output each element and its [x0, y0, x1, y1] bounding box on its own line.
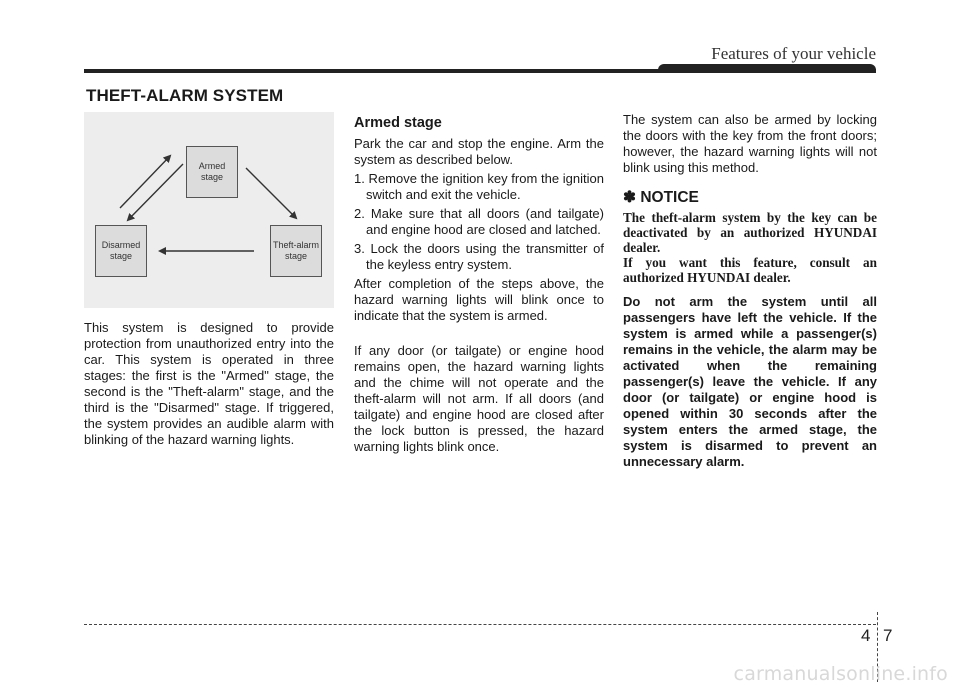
arming-step: 3. Lock the doors using the transmitter of the keyless entry system. — [354, 241, 604, 272]
notice-heading — [623, 188, 877, 208]
notice-asterisk-icon: ✽ — [623, 189, 636, 206]
arming-step: 1. Remove the ignition key from the ignition switch and exit the vehicle. — [354, 171, 604, 202]
passenger-warning-text: Do not arm the system until all passengers have left the vehicle. If the system is armed while a passenger(s) remains in the vehicle, the alarm may be activated when the remaining passenger(s) leave the vehicle. If any door (or tailgate) or engine hood is opened within 30 seconds after the system enters the armed stage, the system is disarmed to prevent an unnecessary alarm. — [623, 294, 877, 469]
column-1 — [84, 112, 334, 457]
arrow-disarmed-to-armed — [120, 156, 170, 208]
disarmed-label-line2: stage — [109, 251, 132, 261]
alarm-stages-diagram — [84, 112, 334, 308]
column-3 — [623, 112, 877, 470]
armed-label-line1: Armed — [198, 161, 226, 171]
column-2 — [354, 112, 604, 464]
key-lock-text: The system can also be armed by locking the doors with the key from the front doors; however, the hazard warning lights will not blink using this method. — [623, 112, 877, 175]
disarmed-label-line1: Disarmed — [101, 240, 141, 250]
theft-label-line2: stage — [284, 251, 307, 261]
disarmed-stage-box — [95, 225, 147, 277]
system-intro-text: This system is designed to provide protection from unauthorized entry into the car. This system is operated in three stages: the first is the "Armed" stage, the second is the "Theft-alarm" stage, and the third is the "Disarmed" stage. If triggered, the system provides an audible alarm with blinking of the hazard warning lights. — [84, 320, 334, 447]
watermark-text: carmanualsonline.info — [733, 663, 948, 685]
arming-steps-list — [354, 171, 604, 273]
armed-stage-heading: Armed stage — [354, 115, 442, 131]
chapter-number: 4 — [861, 626, 871, 645]
arrow-armed-to-theft — [246, 168, 296, 218]
armed-stage-box — [186, 146, 238, 198]
notice-text-2: If you want this feature, consult an authorized HYUNDAI dealer. — [623, 255, 877, 285]
header-rule — [84, 69, 876, 73]
section-title: THEFT-ALARM SYSTEM — [86, 86, 284, 105]
door-open-text: If any door (or tailgate) or engine hood remains open, the hazard warning lights and the chime will not operate and the theft-alarm will not arm. If all doors (and tailgate) and engine hood are closed after the lock button is pressed, the hazard warning lights blink once. — [354, 343, 604, 454]
theft-alarm-stage-box — [270, 225, 322, 277]
armed-stage-lead: Park the car and stop the engine. Arm the system as described below. — [354, 136, 604, 167]
theft-label-line1: Theft-alarm — [272, 240, 319, 250]
diagram-arrows — [84, 112, 334, 308]
page-number: 7 — [883, 626, 893, 645]
armed-label-line2: stage — [200, 172, 223, 182]
arming-step: 2. Make sure that all doors (and tailgate) and engine hood are closed and latched. — [354, 206, 604, 237]
chapter-header-title: Features of your vehicle — [711, 44, 876, 63]
footer-rule — [84, 624, 876, 625]
armed-confirmation-text: After completion of the steps above, the hazard warning lights will blink once to indicate that the system is armed. — [354, 276, 604, 323]
notice-text-1: The theft-alarm system by the key can be deactivated by an authorized HYUNDAI dealer. — [623, 210, 877, 255]
notice-title: NOTICE — [640, 189, 699, 206]
